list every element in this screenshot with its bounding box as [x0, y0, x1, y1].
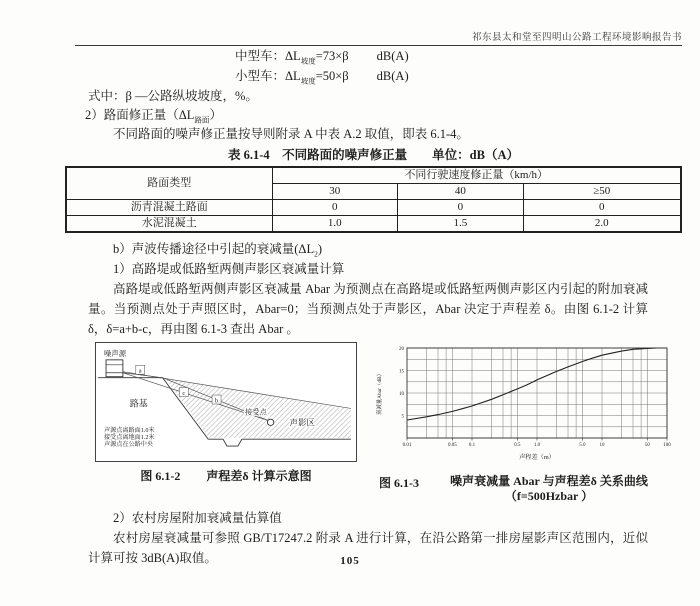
formula-expression: =50×β	[315, 69, 349, 83]
figure-6-1-2	[95, 342, 357, 504]
formula-unit: dB(A)	[376, 49, 409, 63]
svg-text:0.5: 0.5	[514, 443, 521, 448]
heading-text: )	[317, 242, 323, 256]
noise-source-truck-icon	[106, 360, 123, 377]
formula-subscript: 坡度	[300, 56, 316, 66]
paragraph-rural-houses: 农村房屋衰减量可参照 GB/T17247.2 附录 A 进行计算，在沿公路第一排房屋影声区范围内，近似计算可按 3dB(A)取值。	[88, 531, 648, 565]
heading-text: 2）路面修正量（ΔL	[85, 108, 195, 122]
table-cell-value: 0	[523, 200, 681, 216]
formula-symbol: ΔL	[285, 69, 301, 83]
figure-6-1-3-caption	[379, 474, 675, 504]
table-cell-value: 0	[272, 200, 398, 216]
table-title: 表 6.1-4 不同路面的噪声修正量 单位：dB（A）	[228, 148, 519, 162]
figure-caption-text: 噪声衰减量 Abar 与声程差δ 关系曲线（f=500Hzbar ）	[450, 474, 648, 503]
formula-label: 小型车：	[235, 69, 286, 83]
formula-small-truck	[235, 66, 682, 86]
table-row	[66, 216, 681, 233]
label-a: a	[138, 367, 142, 375]
formula-label: 中型车：	[235, 49, 286, 63]
receiver-point-icon	[267, 419, 273, 425]
table-row	[66, 200, 681, 216]
figure-6-1-2-caption	[95, 467, 357, 484]
heading-subscript: 2	[314, 249, 318, 259]
diagram-note-2: 接受点离地面1.2米	[104, 435, 155, 442]
heading-text: ）	[209, 108, 222, 122]
heading-rural-houses: 2）农村房屋附加衰减量估算值	[113, 511, 282, 525]
svg-text:20: 20	[399, 346, 404, 352]
heading-shadow-zone-calc: 1）高路堤或低路堑两侧声影区衰减量计算	[113, 262, 345, 276]
formula-where-clause: 式中：β —公路纵坡坡度，%。	[88, 89, 258, 103]
heading-attenuation-b	[113, 239, 682, 259]
svg-text:衰减量Abar（dB）: 衰减量Abar（dB）	[377, 370, 383, 416]
svg-text:10: 10	[399, 391, 404, 397]
label-roadbed: 路基	[129, 398, 148, 409]
table-cell-road-type: 沥青混凝土路面	[66, 200, 272, 216]
diagram-svg	[96, 343, 356, 459]
svg-text:50: 50	[644, 443, 650, 448]
figures-row	[65, 342, 682, 504]
table-cell-road-type: 水泥混凝土	[66, 216, 272, 233]
svg-text:0.05: 0.05	[448, 443, 457, 448]
page-header-title: 祁东县太和堂至四明山公路工程环境影响报告书	[75, 29, 682, 46]
page-number: 105	[340, 555, 360, 567]
label-noise-source: 噪声源	[104, 348, 127, 358]
figure-caption-text: 声程差δ 计算示意图	[206, 469, 312, 483]
label-b: b	[214, 397, 219, 405]
svg-text:1.0: 1.0	[533, 443, 541, 448]
paragraph-abar-explanation: 高路堤或低路堑两侧声影区衰减量 Abar 为预测点在高路堤或低路堑两侧声影区内引起的附加衰减量。当预测点处于声照区时，Abar=0；当预测点处于声影区，Abar 决定于声程差 δ。由图 6.1-2 计算 δ，δ=a+b-c，再由图 6.1-3 查出 Abar 。	[88, 282, 648, 336]
noise-correction-table	[65, 166, 682, 233]
formula-symbol: ΔL	[285, 49, 301, 63]
table-header-speed-50: ≥50	[523, 184, 681, 200]
formula-medium-truck	[235, 46, 682, 66]
figure-number: 图 6.1-3	[379, 476, 419, 490]
table-cell-value: 0	[398, 200, 524, 216]
formula-subscript: 坡度	[300, 76, 316, 86]
svg-text:声程差（m）: 声程差（m）	[519, 454, 555, 461]
heading-road-correction	[85, 106, 682, 125]
ground-line	[208, 439, 351, 446]
figure-6-1-3	[373, 342, 675, 504]
abar-delta-chart	[373, 342, 675, 466]
svg-text:0.1: 0.1	[468, 443, 476, 448]
page-content	[65, 46, 682, 568]
figure-number: 图 6.1-2	[140, 469, 181, 483]
label-receiver: 接受点	[244, 407, 267, 417]
table-cell-value: 1.5	[398, 216, 524, 233]
svg-text:100: 100	[663, 443, 671, 448]
paragraph-table-intro: 不同路面的噪声修正量按导则附录 A 中表 A.2 取值，即表 6.1-4。	[113, 127, 469, 141]
heading-subscript: 路面	[194, 115, 210, 125]
diagram-note-3: 声源点在公路中央	[104, 442, 154, 449]
formula-unit: dB(A)	[376, 69, 409, 83]
table-cell-value: 1.0	[272, 216, 398, 233]
label-shadow-zone: 声影区	[289, 417, 315, 428]
diagram-note-1: 声源点离路面1.0米	[104, 428, 155, 435]
svg-text:5.0: 5.0	[579, 443, 586, 448]
table-header-speed-group: 不同行驶速度修正量（km/h）	[272, 167, 681, 184]
label-c: c	[182, 389, 186, 397]
svg-text:5: 5	[401, 414, 404, 420]
path-difference-diagram	[95, 342, 357, 462]
svg-text:10: 10	[599, 443, 605, 448]
formula-expression: =73×β	[315, 49, 349, 63]
svg-text:0.01: 0.01	[402, 443, 412, 448]
table-header-road-type: 路面类型	[66, 167, 272, 200]
heading-text: b）声波传播途径中引起的衰减量(ΔL	[113, 242, 315, 256]
table-header-speed-40: 40	[398, 184, 524, 200]
table-row	[66, 167, 681, 184]
table-header-speed-30: 30	[272, 184, 398, 200]
svg-text:15: 15	[399, 369, 404, 375]
table-cell-value: 2.0	[523, 216, 681, 233]
